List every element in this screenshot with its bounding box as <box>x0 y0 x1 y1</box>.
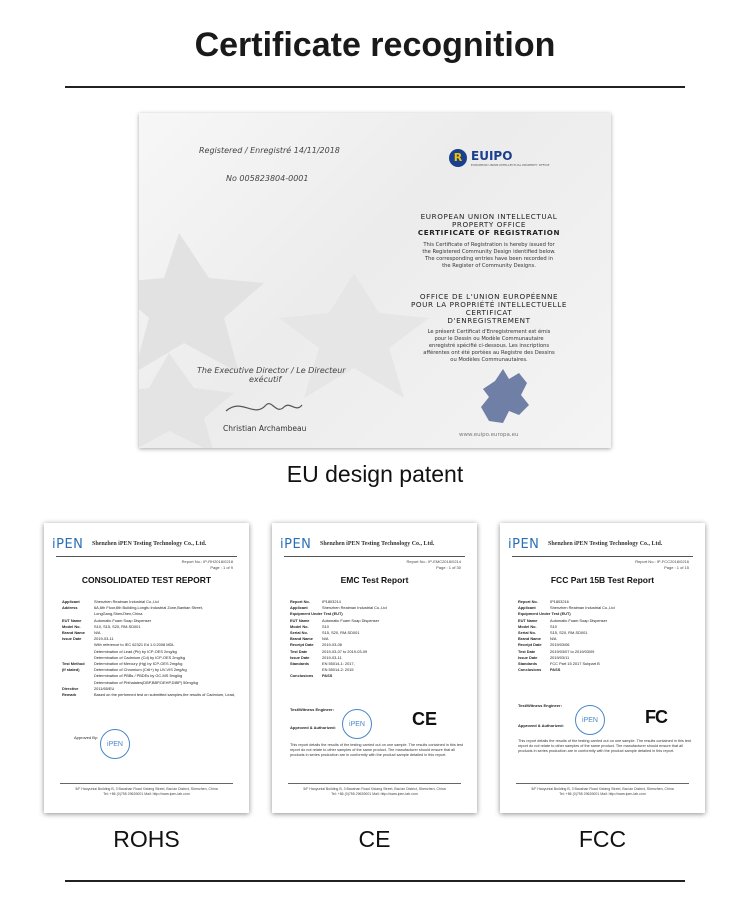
company-name: Shenzhen iPEN Testing Technology Co., Ltd. <box>320 541 435 547</box>
field-row: Determination of Phthalates(DBP,BBP,DEHP,DIBP) 50mg/kg <box>94 679 199 685</box>
field-row: Standards EN 55014-1: 2017, <box>290 661 355 667</box>
field-row: With reference to IEC 62321 Ed 1.0:2008 MDL <box>94 642 175 648</box>
field-row: Model No. S10 <box>290 623 329 629</box>
en-heading-line-2: PROPERTY OFFICE <box>451 220 526 229</box>
director-title: The Executive Director / Le Directeur <box>197 366 346 375</box>
field-row: Serial No. S15, S20, RM-SD001 <box>290 630 360 636</box>
ipen-seal-icon: iPEN <box>575 705 605 735</box>
fr-body-text: Le présent Certificat d'Enregistrement est émis pour le Dessin ou Modèle Communautaire enregistré spécifié ci-dessous. Les inscriptions afférentes ont été portées au Registre des Dessins ou Modèles Communautaires. <box>423 329 555 363</box>
field-row: Conclusions PASS <box>518 667 561 673</box>
report-fields <box>290 599 463 680</box>
en-heading-line-3: CERTIFICATE OF REGISTRATION <box>417 228 561 237</box>
director-title-2: exécutif <box>249 375 282 384</box>
en-heading-line-1: EUROPEAN UNION INTELLECTUAL <box>420 212 558 221</box>
field-row: Receipt Date 2019/03/06 <box>518 642 570 648</box>
director-signature <box>224 393 304 421</box>
fr-heading-line-4: D'ENREGISTREMENT <box>447 316 531 325</box>
rohs-certificate-image <box>44 523 249 813</box>
euipo-website: www.euipo.europa.eu <box>459 432 519 438</box>
field-row: LongGang,ShenZhen,China <box>94 611 143 617</box>
caption-eu-design-patent: EU design patent <box>286 461 464 487</box>
page-number: Page : 1 of 30 <box>436 565 461 570</box>
report-title: FCC Part 15B Test Report <box>550 575 655 585</box>
page-number: Page : 1 of 15 <box>664 565 689 570</box>
witness-label: Test/Witness Engineer: <box>290 707 334 712</box>
field-row: Model No. S10, S15, S20, RM-SD001 <box>62 623 141 629</box>
registered-date: Registered / Enregistré 14/11/2018 <box>199 146 340 155</box>
field-row: Standards FCC Part 15 2017 Subpart B <box>518 661 600 667</box>
field-row: Directive 2011/65/EU <box>62 685 115 691</box>
report-footer: 5/F Haoyunlai Building B, 3 Baoshan Road Xixiang Street, Bao'an District, Shenzhen, China Tel: +86 (0)755 29639001 Mail: http://www.ipen-lab.com <box>60 783 233 797</box>
fr-heading-line-2: POUR LA PROPRIÉTÉ INTELLECTUELLE <box>410 300 568 309</box>
ce-mark-icon: CE <box>412 709 438 729</box>
bottom-divider <box>65 880 685 882</box>
field-row: (If stated) Determination of Chromium (Cr6+) by UV-VIS 2mg/kg <box>62 667 187 673</box>
field-row: Address 6A,6th Floor,6th Building,Longfu Industrial Zone,Bantian Street, <box>62 605 204 611</box>
fcc-certificate-image <box>500 523 705 813</box>
company-name: Shenzhen iPEN Testing Technology Co., Ltd. <box>92 541 207 547</box>
eu-map-icon <box>469 361 539 431</box>
report-footer: 5/F Haoyunlai Building B, 3 Baoshan Road Xixiang Street, Bao'an District, Shenzhen, China Tel: +86 (0)755 29639001 Mail: http://www.ipen-lab.com <box>516 783 689 797</box>
field-row: Determination of PBBs / PBDEs by GC-MS 5mg/kg <box>94 673 183 679</box>
ce-certificate-image <box>272 523 477 813</box>
caption-fcc: FCC <box>578 826 627 852</box>
field-row: Brand Name N/A <box>62 630 101 636</box>
signer-name: Christian Archambeau <box>223 424 307 433</box>
field-row: Conclusions PASS <box>290 673 333 679</box>
field-row: Test Date 2019/03/07 to 2019/03/09 <box>518 648 595 654</box>
field-row: Equipment Under Test (EUT) <box>290 611 343 617</box>
euipo-logo-icon: R <box>449 149 467 167</box>
report-title: EMC Test Report <box>340 575 409 585</box>
witness-label: Test/Witness Engineer: <box>518 703 562 708</box>
fr-heading-line-3: CERTIFICAT <box>465 308 513 317</box>
approved-label: Approved & Authorized: <box>290 725 336 730</box>
report-disclaimer: This report details the results of the testing carried out on one sample. The results contained in this test report do not relate to other samples of the same product. The manufacturer should ensure that all products in series production are in conformity with the product sample detailed in this report. <box>518 739 691 753</box>
ipen-logo: iPEN <box>508 537 540 552</box>
field-row: Serial No. S15, S20, RM-SD001 <box>518 630 588 636</box>
report-number: Report No.: IP-RH2018/0218 <box>181 559 233 564</box>
ipen-seal-icon: iPEN <box>342 709 372 739</box>
field-row: Report No. IP1803216 <box>518 599 569 604</box>
ipen-logo: iPEN <box>52 537 84 552</box>
approved-label: Approved By: <box>74 735 99 740</box>
caption-rohs: ROHS <box>113 826 180 852</box>
field-row: Test Date 2019-03-07 to 2019-03-09 <box>290 648 368 654</box>
field-row: Issue Date 2019-03-11 <box>62 636 114 642</box>
field-row: Determination of Cadmium (Cd) by ICP-OES 2mg/kg <box>94 654 186 660</box>
field-row: Receipt Date 2019-03-06 <box>290 642 342 648</box>
page-title: Certificate recognition <box>194 26 556 64</box>
field-row: Report No. IP1803214 <box>290 599 341 604</box>
page-number: Page : 1 of 9 <box>210 565 233 570</box>
field-row: Brand Name N/A <box>518 636 557 642</box>
en-body-text: This Certificate of Registration is hereby issued for the Registered Community Design identified below. The corresponding entries have been recorded in the Register of Community Designs. <box>422 242 556 269</box>
company-name: Shenzhen iPEN Testing Technology Co., Ltd. <box>548 541 663 547</box>
fr-heading-line-1: OFFICE DE L'UNION EUROPÉENNE <box>419 292 559 301</box>
field-row: Applicant Shenzhen Realman Industrial Co.,Ltd <box>62 599 159 604</box>
header-rule <box>512 556 693 557</box>
euipo-logo-subtitle: EUROPEAN UNION INTELLECTUAL PROPERTY OFFICE <box>471 163 550 167</box>
caption-ce: CE <box>358 826 391 852</box>
report-number: Report No.: IP-FCC2018/0216 <box>635 559 689 564</box>
eu-certificate-image <box>139 113 611 448</box>
report-fields <box>62 599 235 698</box>
top-divider <box>65 86 685 88</box>
ipen-seal-icon: iPEN <box>100 729 130 759</box>
field-row: EUT Name Automatic Foam Soap Dispenser <box>290 617 380 623</box>
registration-number: No 005823804-0001 <box>226 174 309 183</box>
report-disclaimer: This report details the results of the testing carried out on one sample. The results contained in this test report do not relate to other samples of the same product. The manufacturer should ensure that all products in series production are in conformity with the product sample detailed in this report. <box>290 743 463 757</box>
euipo-logo-text: EUIPO <box>471 149 513 163</box>
field-row: Model No. S10 <box>518 623 557 629</box>
ipen-logo: iPEN <box>280 537 312 552</box>
field-row: Determination of Lead (Pb) by ICP-OES 2mg/kg <box>94 648 177 654</box>
report-footer: 5/F Haoyunlai Building B, 3 Baoshan Road Xixiang Street, Bao'an District, Shenzhen, China Tel: +86 (0)755 29639001 Mail: http://www.ipen-lab.com <box>288 783 461 797</box>
header-rule <box>56 556 237 557</box>
field-row: EUT Name Automatic Foam Soap Dispenser <box>518 617 608 623</box>
report-fields <box>518 599 691 673</box>
field-row: Applicant Shenzhen Realman Industrial Co.,Ltd <box>290 605 387 611</box>
field-row: EN 55014-2: 2015 <box>322 667 354 673</box>
field-row: EUT Name Automatic Foam Soap Dispenser <box>62 617 152 623</box>
field-row: Brand Name N/A <box>290 636 329 642</box>
field-row: Equipment Under Test (EUT) <box>518 611 571 617</box>
field-row: Remark Based on the performed test on submitted samples,the results of Cadmium, Lead, <box>62 692 235 698</box>
field-row: Test Method Determination of Mercury (Hg) by ICP-OES 2mg/kg <box>62 661 183 667</box>
field-row: Issue Date 2019/03/11 <box>518 654 570 660</box>
header-rule <box>284 556 465 557</box>
report-number: Report No.: IP-EMC2018/0214 <box>406 559 461 564</box>
fcc-mark-icon: FC <box>645 707 667 727</box>
field-row: Applicant Shenzhen Realman Industrial Co.,Ltd <box>518 605 615 611</box>
approved-label: Approved & Authorized: <box>518 723 564 728</box>
report-title: CONSOLIDATED TEST REPORT <box>81 575 212 585</box>
field-row: Issue Date 2019-03-11 <box>290 654 342 660</box>
